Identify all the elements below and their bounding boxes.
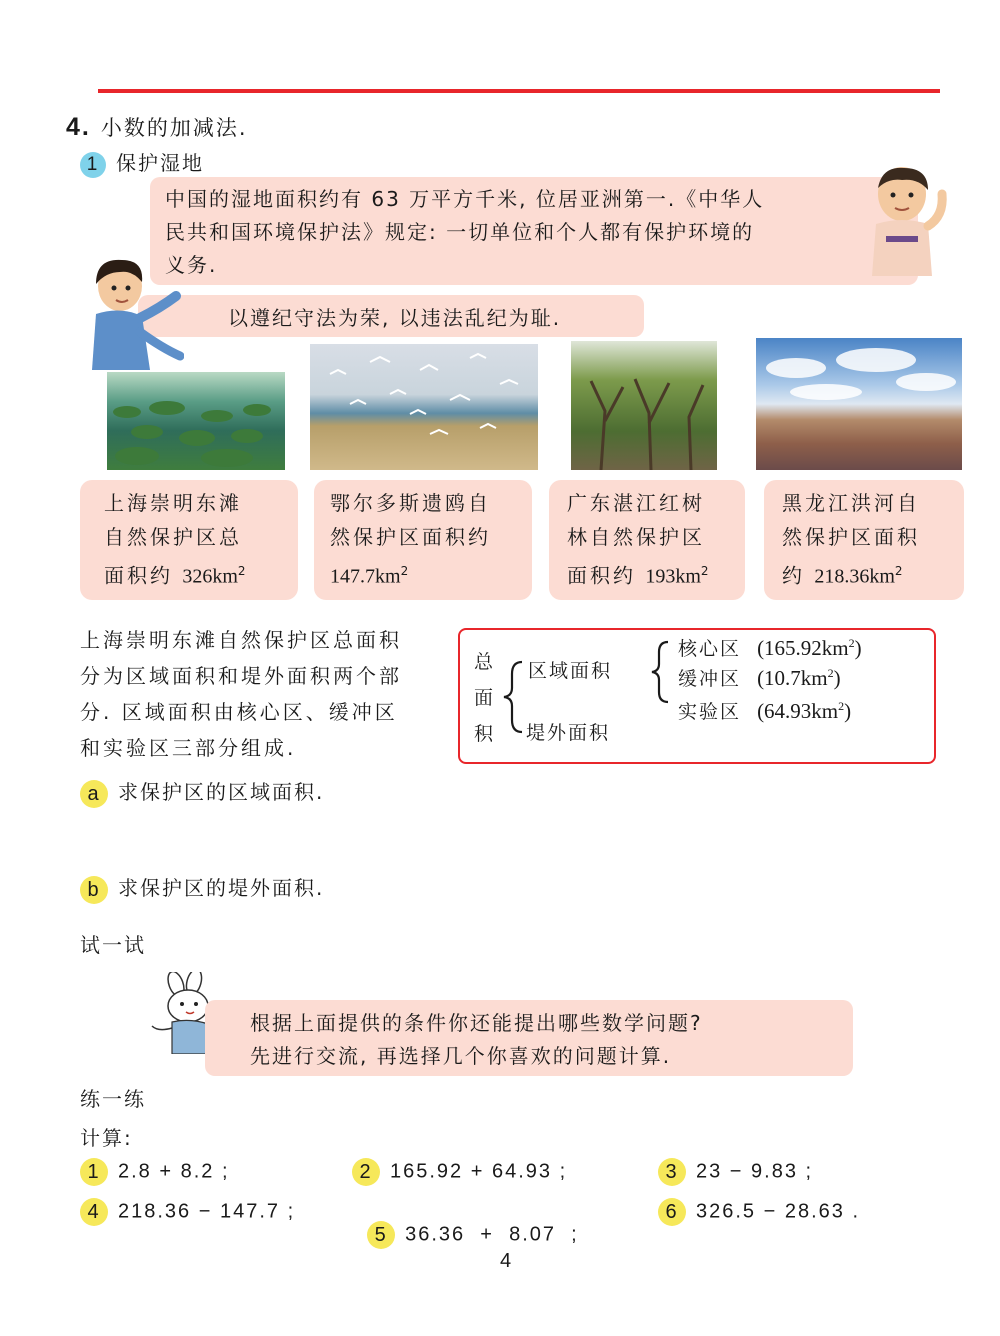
exercise-expression: 218.36 − 147.7 ; [118,1200,296,1223]
diagram-buffer-zone [678,664,841,691]
problem-number-badge: 1 [80,152,106,178]
card-line: 鄂尔多斯遗鸥自 [330,491,491,515]
photo-chongming-wetland [107,372,285,470]
diagram-region-area: 区域面积 [528,660,613,682]
diagram-total-char: 总 [474,651,496,673]
card-line: 上海崇明东滩 [104,491,242,515]
reserve-card-chongming-text [104,486,294,594]
diagram-brace-left [500,660,526,734]
card-area [104,554,294,594]
try-it-line: 先进行交流, 再选择几个你喜欢的问题计算. [250,1044,672,1068]
card-line: 广东湛江红树 [567,491,705,515]
exercise-badge: 4 [80,1198,108,1226]
exercise-3 [658,1158,813,1186]
section-number: 4. [66,113,91,141]
card-area [330,554,530,594]
zone-value [757,636,862,660]
diagram-outer-area: 堤外面积 [526,722,611,744]
problem-title: 保护湿地 [116,151,204,175]
zone-value-text: (10.7km [757,666,828,690]
question-a-badge: a [80,780,108,808]
card-area [567,554,747,594]
exercise-badge: 5 [367,1221,395,1249]
exercise-1 [80,1158,230,1186]
card-area-value: 147.7km [330,565,401,588]
zone-close-paren: ) [833,666,841,690]
reserve-card-ordos-text [330,486,530,594]
card-line: 林自然保护区 [567,525,705,549]
exercise-badge: 2 [352,1158,380,1186]
zone-name: 核心区 [678,638,742,660]
card-area-unit-exponent: 2 [400,564,412,578]
try-it-heading: 试一试 [80,933,146,957]
zone-value-text: (165.92km [757,636,849,660]
try-it-text [250,1007,703,1073]
exercise-2 [352,1158,567,1186]
try-it-line: 根据上面提供的条件你还能提出哪些数学问题? [250,1011,703,1035]
motto-text: 以遵纪守法为荣, 以违法乱纪为耻. [228,306,562,330]
card-area-unit-exponent: 2 [237,564,249,578]
exercise-badge: 6 [658,1198,686,1226]
exercise-6 [658,1198,860,1226]
card-area-prefix: 面积约 [567,563,646,588]
exercise-expression: 23 − 9.83 ; [696,1160,814,1183]
exercise-4 [80,1198,295,1226]
exercise-badge: 3 [658,1158,686,1186]
diagram-experimental-zone [678,697,851,724]
reserve-card-zhanjiang-text [567,486,747,594]
photo-relict-gull-lake [310,344,538,470]
area-description-paragraph [80,622,452,766]
paragraph-line: 上海崇明东滩自然保护区总面积 [80,628,402,652]
card-line: 自然保护区总 [104,525,242,549]
exercise-5 [352,1198,579,1249]
zone-close-paren: ) [844,699,852,723]
problem-heading [80,147,204,178]
diagram-total-char: 面 [474,687,496,709]
page-number: 4 [500,1250,512,1272]
question-a-text: 求保护区的区域面积. [118,780,325,804]
zone-value [757,699,851,723]
exercise-expression: 36.36 + 8.07 ; [405,1223,579,1246]
diagram-core-zone [678,634,862,661]
card-line: 然保护区面积 [782,525,920,549]
paragraph-line: 和实验区三部分组成. [80,736,297,760]
exercise-badge: 1 [80,1158,108,1186]
reserve-card-honghe-text [782,486,962,594]
paragraph-line: 分为区域面积和堤外面积两个部 [80,664,402,688]
question-b-text: 求保护区的堤外面积. [118,876,325,900]
card-line: 然保护区面积约 [330,525,491,549]
question-a [80,776,324,808]
paragraph-line: 分. 区域面积由核心区、缓冲区 [80,700,398,724]
card-area-value: 193km [645,565,701,588]
card-area [782,554,962,594]
section-heading [66,112,248,142]
card-area-value: 326km [182,565,238,588]
zone-name: 缓冲区 [678,668,742,690]
wetland-fact-line: 中国的湿地面积约有 63 万平方千米, 位居亚洲第一.《中华人 [165,187,765,211]
exercise-expression: 165.92 + 64.93 ; [390,1160,568,1183]
wetland-fact-text [165,183,865,282]
section-title: 小数的加减法. [100,116,248,140]
zone-unit-exponent: 2 [848,636,855,650]
zone-unit-exponent: 2 [827,666,834,680]
question-b [80,872,324,904]
question-b-badge: b [80,876,108,904]
wetland-fact-line: 民共和国环境保护法》规定: 一切单位和个人都有保护环境的 [165,220,755,244]
card-line: 黑龙江洪河自 [782,491,920,515]
card-area-prefix: 面积约 [104,563,183,588]
diagram-brace-right [648,640,672,704]
wetland-fact-line: 义务. [165,253,218,277]
zone-name: 实验区 [678,701,742,723]
diagram-total-char: 积 [474,723,496,745]
practice-subtitle: 计算: [80,1126,133,1150]
card-area-unit-exponent: 2 [700,564,712,578]
card-area-value: 218.36km [814,565,895,588]
card-area-unit-exponent: 2 [894,564,906,578]
zone-close-paren: ) [854,636,862,660]
top-red-rule [98,89,940,93]
exercise-expression: 326.5 − 28.63 . [696,1200,861,1223]
photo-honghe-reserve [756,338,962,470]
photo-mangrove-forest [571,341,717,470]
diagram-total-label [474,644,495,752]
zone-value-text: (64.93km [757,699,839,723]
zone-unit-exponent: 2 [838,699,845,713]
zone-value [757,666,841,690]
exercise-expression: 2.8 + 8.2 ; [118,1160,230,1183]
practice-heading: 练一练 [80,1087,146,1111]
boy-illustration [852,164,952,276]
girl-illustration [84,252,184,370]
card-area-prefix: 约 [782,563,815,588]
